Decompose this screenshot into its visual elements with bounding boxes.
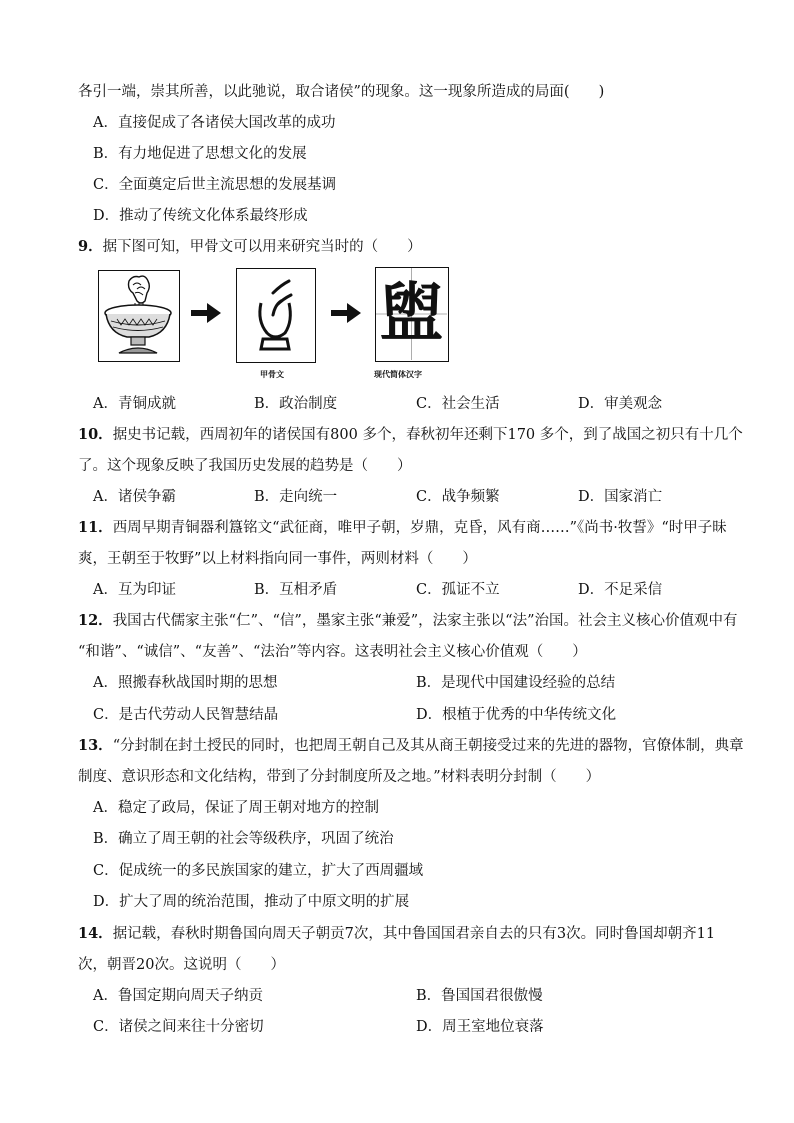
question-9 — [78, 237, 422, 257]
option-a: A．照搬春秋战国时期的思想 — [93, 675, 278, 691]
question-number: 13． — [78, 737, 113, 754]
option-a: A．直接促成了各诸侯大国改革的成功 — [93, 115, 336, 131]
question-text: “分封制在封土授民的同时，也把周王朝自己及其从商王朝接受过来的先进的器物，官僚体制，典章 — [112, 738, 744, 754]
question-13 — [78, 736, 744, 756]
option-b: B．是现代中国建设经验的总结 — [416, 675, 616, 691]
arrow-right-icon — [191, 303, 223, 323]
option-d: D．周王室地位衰落 — [416, 1019, 544, 1035]
option-c: C．孤证不立 — [416, 582, 500, 598]
question-text: 据记载，春秋时期鲁国向周天子朝贡7次，其中鲁国国君亲自去的只有3次。同时鲁国却朝齐11 — [112, 926, 716, 942]
option-c: C．是古代劳动人民智慧结晶 — [93, 707, 279, 723]
modern-character-caption: 现代简体汉字 — [374, 370, 422, 379]
option-a: A．鲁国定期向周天子纳贡 — [93, 988, 263, 1004]
option-b: B．鲁国国君很傲慢 — [416, 988, 543, 1004]
question-13-line2: 制度、意识形态和文化结构，带到了分封制度所及之地。”材料表明分封制（ ） — [78, 769, 601, 785]
option-c: C．全面奠定后世主流思想的发展基调 — [93, 177, 337, 193]
question-10-line2: 了。这个现象反映了我国历史发展的趋势是（ ） — [78, 458, 412, 474]
question-number: 10． — [78, 426, 113, 443]
option-c: C．诸侯之间来往十分密切 — [93, 1019, 264, 1035]
question-12 — [78, 611, 738, 631]
question-10 — [78, 425, 743, 445]
question-number: 14． — [78, 925, 113, 942]
option-a: A．互为印证 — [93, 582, 176, 598]
question-14-line2: 次，朝晋20次。这说明（ ） — [78, 957, 285, 973]
basin-hands-drawing — [99, 271, 178, 360]
question-text: 我国古代儒家主张“仁”、“信”，墨家主张“兼爱”，法家主张以“法”治国。社会主义核心价值观中有 — [112, 613, 738, 629]
question-number: 12． — [78, 612, 113, 629]
oracle-bone-caption: 甲骨文 — [260, 370, 284, 379]
option-b: B．政治制度 — [254, 396, 338, 412]
option-d: D．国家消亡 — [578, 489, 663, 505]
option-b: B．有力地促进了思想文化的发展 — [93, 146, 307, 162]
question-text: 西周早期青铜器利簋铭文“武征商，唯甲子朝，岁鼎，克昏，风有商……”《尚书·牧誓》“时甲子昧 — [112, 520, 727, 536]
option-c: C．社会生活 — [416, 396, 500, 412]
arrow-right-icon — [331, 303, 363, 323]
question-number: 9． — [78, 238, 103, 255]
question-8-continuation: 各引一端，崇其所善，以此驰说，取合诸侯”的现象。这一现象所造成的局面( ) — [78, 84, 605, 100]
option-a: A．青铜成就 — [93, 396, 176, 412]
option-b: B．走向统一 — [254, 489, 338, 505]
option-c: C．战争频繁 — [416, 489, 500, 505]
question-12-line2: “和谐”、“诚信”、“友善”、“法治”等内容。这表明社会主义核心价值观（ ） — [78, 644, 587, 660]
question-text: 据下图可知，甲骨文可以用来研究当时的（ ） — [102, 239, 422, 255]
option-b: B．确立了周王朝的社会等级秩序，巩固了统治 — [93, 831, 394, 847]
oracle-glyph-drawing — [237, 269, 314, 361]
option-d: D．根植于优秀的中华传统文化 — [416, 707, 617, 723]
question-11-line2: 爽，王朝至于牧野”以上材料指向同一事件，两则材料（ ） — [78, 551, 477, 567]
bronze-basin-image — [98, 270, 180, 362]
modern-character-image — [375, 267, 449, 362]
question-14 — [78, 924, 715, 944]
option-d: D．审美观念 — [578, 396, 663, 412]
oracle-bone-character-image — [236, 268, 316, 363]
option-d: D．不足采信 — [578, 582, 663, 598]
question-text: 据史书记载，西周初年的诸侯国有800 多个，春秋初年还剩下170 多个，到了战国之初只有十几个 — [112, 427, 743, 443]
option-a: A．诸侯争霸 — [93, 489, 176, 505]
option-d: D．推动了传统文化体系最终形成 — [93, 208, 308, 224]
question-number: 11． — [78, 519, 113, 536]
option-c: C．促成统一的多民族国家的建立，扩大了西周疆域 — [93, 863, 424, 879]
option-a: A．稳定了政局，保证了周王朝对地方的控制 — [93, 800, 379, 816]
option-d: D．扩大了周的统治范围，推动了中原文明的扩展 — [93, 894, 410, 910]
option-b: B．互相矛盾 — [254, 582, 338, 598]
modern-character: 盥 — [379, 277, 444, 351]
question-11 — [78, 518, 727, 538]
